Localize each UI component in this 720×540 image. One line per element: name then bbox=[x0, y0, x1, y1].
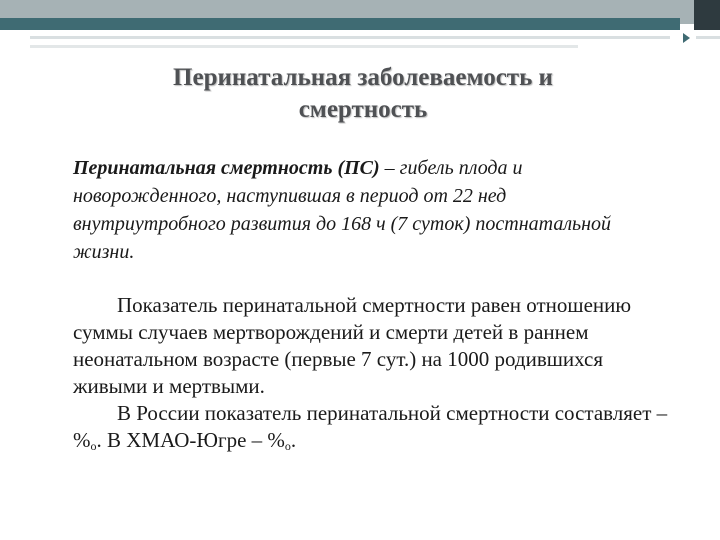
header-bar-dark bbox=[694, 0, 720, 30]
permille-sub-russia: о bbox=[90, 439, 97, 453]
header-rule-right bbox=[696, 36, 720, 39]
header-bar-teal bbox=[0, 18, 680, 30]
slide-title bbox=[80, 62, 646, 126]
paragraph-indicator: Показатель перинатальной смертности равен отношению суммы случаев мертворождений и смерти детей в раннем неонатальном возрасте (первые 7 сут.) на 1000 родившихся живыми и мертвыми. bbox=[73, 293, 632, 398]
definition-term: Перинатальная смертность (ПС) bbox=[73, 157, 380, 179]
definition-paragraph bbox=[73, 154, 633, 266]
russia-text: В России показатель перинатальной смертности составляет – % bbox=[73, 401, 668, 452]
header-rule-upper bbox=[30, 36, 670, 39]
header-triangle-icon bbox=[683, 33, 690, 43]
permille-sub-khmao: о bbox=[284, 439, 291, 453]
end-period: . bbox=[290, 428, 297, 452]
paragraph-russia bbox=[73, 400, 673, 460]
header-rule-lower bbox=[30, 45, 578, 48]
khmao-text: . В ХМАО-Югре – % bbox=[96, 428, 285, 452]
body-text bbox=[73, 292, 673, 460]
definition-text: – гибель плода и новорожденного, наступившая в период от 22 нед внутриутробного развития до 168 ч (7 суток) постнатальной жизни. bbox=[73, 157, 612, 263]
slide-title-line2: смертность bbox=[298, 96, 428, 123]
slide-title-line1: Перинатальная заболеваемость и bbox=[173, 64, 553, 91]
